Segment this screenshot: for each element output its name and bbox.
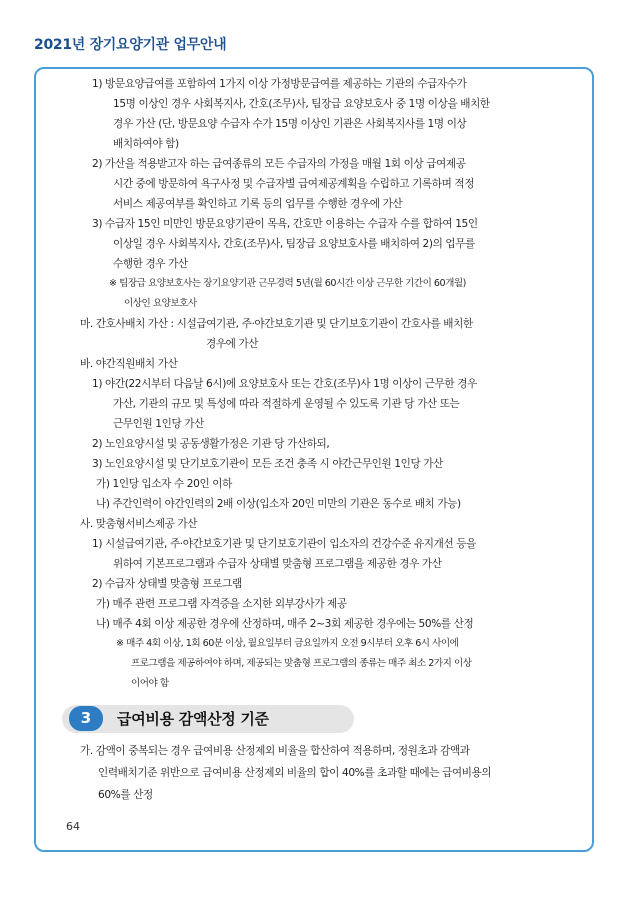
text-line: 나) 주간인력이 야간인력의 2배 이상(입소자 20인 미만의 기관은 동수로 배치 가능) xyxy=(96,498,461,510)
text-line: 1) 방문요양급여를 포함하여 1가지 이상 가정방문급여를 제공하는 기관의 수급자수가 xyxy=(92,78,467,90)
text-line: 가산, 기관의 규모 및 특성에 따라 적절하게 운영될 수 있도록 기관 당 가산 또는 xyxy=(113,398,460,410)
text-line: 2) 가산을 적용받고자 하는 급여종류의 모든 수급자의 가정을 매월 1회 이상 급여제공 xyxy=(92,158,466,170)
section-title: 급여비용 감액산정 기준 xyxy=(117,710,269,728)
text-line: 15명 이상인 경우 사회복지사, 간호(조무)사, 팀장급 요양보호사 중 1명 이상을 배치한 xyxy=(113,98,490,110)
text-line: 시간 중에 방문하여 욕구사정 및 수급자별 급여제공계획을 수립하고 기록하며 적정 xyxy=(113,178,475,190)
text-line: 인력배치기준 위반으로 급여비용 산정제외 비율의 합이 40%를 초과할 때에는 급여비용의 xyxy=(98,767,492,779)
text-line: 이상일 경우 사회복지사, 간호(조무)사, 팀장급 요양보호사를 배치하여 2)의 업무를 xyxy=(113,238,475,250)
section-body xyxy=(40,740,580,806)
text-line: 가) 매주 관련 프로그램 자격증을 소지한 외부강사가 제공 xyxy=(96,598,347,610)
text-line: 마. 간호사배치 가산 : 시설급여기관, 주·야간보호기관 및 단기보호기관이 간호사를 배치한 xyxy=(80,318,473,330)
note-line: 이상인 요양보호사 xyxy=(124,298,197,309)
section-number-badge: 3 xyxy=(69,706,103,731)
text-line: 위하여 기본프로그램과 수급자 상태별 맞춤형 프로그램을 제공한 경우 가산 xyxy=(113,558,442,570)
text-line: 1) 시설급여기관, 주·야간보호기관 및 단기보호기관이 입소자의 건강수준 유지개선 등을 xyxy=(92,538,476,550)
text-line: 3) 수급자 15인 미만인 방문요양기관이 목욕, 간호만 이용하는 수급자 수를 합하여 15인 xyxy=(92,218,478,230)
text-line: 나) 매주 4회 이상 제공한 경우에 산정하며, 매주 2~3회 제공한 경우에는 50%를 산정 xyxy=(96,618,474,630)
note-line: ※ 팀장급 요양보호사는 장기요양기관 근무경력 5년(월 60시간 이상 근무한 기간이 60개월) xyxy=(109,278,466,289)
body-text xyxy=(40,74,580,694)
text-line: 배치하여야 함) xyxy=(113,138,179,150)
text-line: 3) 노인요양시설 및 단기보호기관이 모든 조건 충족 시 야간근무인원 1인당 가산 xyxy=(92,458,443,470)
text-line: 경우 가산 (단, 방문요양 수급자 수가 15명 이상인 기관은 사회복지사를 1명 이상 xyxy=(113,118,467,130)
text-line: 1) 야간(22시부터 다음날 6시)에 요양보호사 또는 간호(조무)사 1명 이상이 근무한 경우 xyxy=(92,378,477,390)
text-line: 경우에 가산 xyxy=(206,338,259,350)
text-line: 근무인원 1인당 가산 xyxy=(113,418,204,430)
text-line: 2) 수급자 상태별 맞춤형 프로그램 xyxy=(92,578,242,590)
note-line: ※ 매주 4회 이상, 1회 60분 이상, 월요일부터 금요일까지 오전 9시부터 오후 6시 사이에 xyxy=(116,638,459,649)
note-line: 프로그램을 제공하여야 하며, 제공되는 맞춤형 프로그램의 종류는 매주 최소 2가지 이상 xyxy=(131,658,472,669)
page-header-title: 2021년 장기요양기관 업무안내 xyxy=(34,37,227,53)
text-line: 사. 맞춤형서비스제공 가산 xyxy=(80,518,198,530)
text-line: 서비스 제공여부를 확인하고 기록 등의 업무를 수행한 경우에 가산 xyxy=(113,198,403,210)
text-line: 2) 노인요양시설 및 공동생활가정은 기관 당 가산하되, xyxy=(92,438,330,450)
note-line: 이어야 함 xyxy=(131,678,169,689)
text-line: 바. 야간직원배치 가산 xyxy=(80,358,178,370)
text-line: 60%를 산정 xyxy=(98,789,153,801)
text-line: 가) 1인당 입소자 수 20인 이하 xyxy=(96,478,232,490)
text-line: 수행한 경우 가산 xyxy=(113,258,188,270)
page-number: 64 xyxy=(66,820,80,833)
text-line: 가. 감액이 중복되는 경우 급여비용 산정제외 비율을 합산하여 적용하며, 정원초과 감액과 xyxy=(80,745,470,757)
